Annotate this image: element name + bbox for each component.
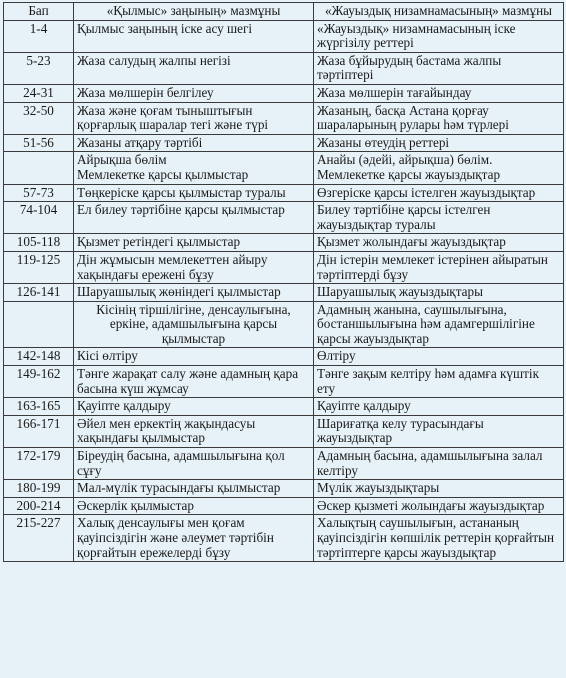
criminal-code-cell: Шаруашылық жауыздықтары bbox=[314, 284, 564, 302]
criminal-code-cell: Жаза бұйырудың бастама жалпы тәртіптері bbox=[314, 52, 564, 84]
article-range-cell: 200-214 bbox=[4, 497, 74, 515]
table-row bbox=[4, 480, 564, 498]
article-range-cell: 51-56 bbox=[4, 134, 74, 152]
criminal-code-cell: Халықтың саушылығын, астананың қауіпсіздігін көпшілік реттерін қорғайтын тәртіптерге қарсы жауыздықтар bbox=[314, 515, 564, 562]
comparison-table bbox=[3, 2, 564, 562]
header-criminal-code-content: «Жауыздық низамнамасының» мазмұны bbox=[314, 3, 564, 21]
table-row bbox=[4, 202, 564, 234]
criminal-code-cell: Өлтіру bbox=[314, 348, 564, 366]
table-row bbox=[4, 152, 564, 184]
criminal-code-cell: Жазаның, басқа Астана қорғау шараларының рулары һәм түрлері bbox=[314, 102, 564, 134]
criminal-code-cell: Билеу тәртібіне қарсы істелген жауыздықтар туралы bbox=[314, 202, 564, 234]
header-criminal-law-content: «Қылмыс» заңының» мазмұны bbox=[74, 3, 314, 21]
article-range-cell: 32-50 bbox=[4, 102, 74, 134]
article-range-cell: 163-165 bbox=[4, 398, 74, 416]
criminal-law-cell: Дін жұмысын мемлекеттен айыру хақындағы ережені бұзу bbox=[74, 251, 314, 283]
table-row bbox=[4, 184, 564, 202]
table-row bbox=[4, 348, 564, 366]
criminal-code-cell: Әскер қызметі жолындағы жауыздықтар bbox=[314, 497, 564, 515]
article-range-cell: 105-118 bbox=[4, 234, 74, 252]
header-row bbox=[4, 3, 564, 21]
criminal-code-cell: Қызмет жолындағы жауыздықтар bbox=[314, 234, 564, 252]
article-range-cell: 215-227 bbox=[4, 515, 74, 562]
article-range-cell: 142-148 bbox=[4, 348, 74, 366]
criminal-law-cell: Біреудің басына, адамшылығына қол сұғу bbox=[74, 448, 314, 480]
criminal-law-cell: Ел билеу тәртібіне қарсы қылмыстар bbox=[74, 202, 314, 234]
article-range-cell: 126-141 bbox=[4, 284, 74, 302]
article-range-cell: 24-31 bbox=[4, 84, 74, 102]
article-range-cell bbox=[4, 152, 74, 184]
table-row bbox=[4, 415, 564, 447]
criminal-law-cell: Кісі өлтіру bbox=[74, 348, 314, 366]
criminal-law-cell: Мал-мүлік турасындағы қылмыстар bbox=[74, 480, 314, 498]
article-range-cell: 1-4 bbox=[4, 20, 74, 52]
criminal-law-cell: Әскерлік қылмыстар bbox=[74, 497, 314, 515]
table-row bbox=[4, 134, 564, 152]
criminal-code-cell: Жазаны өтеудің реттері bbox=[314, 134, 564, 152]
criminal-law-cell: Жазаны атқару тәртібі bbox=[74, 134, 314, 152]
criminal-code-cell: Тәнге зақым келтіру һәм адамға күштік ету bbox=[314, 366, 564, 398]
criminal-law-cell: Айрықша бөлім Мемлекетке қарсы қылмыстар bbox=[74, 152, 314, 184]
article-range-cell: 5-23 bbox=[4, 52, 74, 84]
article-range-cell bbox=[4, 301, 74, 348]
table-row bbox=[4, 366, 564, 398]
criminal-code-cell: «Жауыздық» низамнамасының іске жүргізілу реттері bbox=[314, 20, 564, 52]
table-row bbox=[4, 251, 564, 283]
criminal-law-cell: Жаза мөлшерін белгілеу bbox=[74, 84, 314, 102]
criminal-law-cell: Жаза салудың жалпы негізі bbox=[74, 52, 314, 84]
criminal-law-cell: Жаза және қоғам тыныштығын қорғарлық шаралар тегі және түрі bbox=[74, 102, 314, 134]
table-body bbox=[4, 20, 564, 562]
criminal-law-cell: Қауіпте қалдыру bbox=[74, 398, 314, 416]
article-range-cell: 149-162 bbox=[4, 366, 74, 398]
table-row bbox=[4, 102, 564, 134]
criminal-law-cell: Әйел мен еркектің жақындасуы хақындағы қылмыстар bbox=[74, 415, 314, 447]
criminal-law-cell: Қылмыс заңының іске асу шегі bbox=[74, 20, 314, 52]
article-range-cell: 57-73 bbox=[4, 184, 74, 202]
table-row bbox=[4, 301, 564, 348]
criminal-law-cell: Тәнге жарақат салу және адамның қара басына күш жұмсау bbox=[74, 366, 314, 398]
criminal-code-cell: Адамның басына, адамшылығына залал келтіру bbox=[314, 448, 564, 480]
criminal-code-cell: Өзгеріске қарсы істелген жауыздықтар bbox=[314, 184, 564, 202]
table-row bbox=[4, 284, 564, 302]
criminal-law-cell: Төңкеріске қарсы қылмыстар туралы bbox=[74, 184, 314, 202]
criminal-code-cell: Қауіпте қалдыру bbox=[314, 398, 564, 416]
criminal-code-cell: Мүлік жауыздықтары bbox=[314, 480, 564, 498]
table-row bbox=[4, 20, 564, 52]
criminal-code-cell: Жаза мөлшерін тағайындау bbox=[314, 84, 564, 102]
criminal-code-cell: Адамның жанына, саушылығына, бостаншылығына һәм адамгершілігіне қарсы жауыздықтар bbox=[314, 301, 564, 348]
criminal-law-cell: Шаруашылық жөніндегі қылмыстар bbox=[74, 284, 314, 302]
criminal-code-cell: Шариғатқа келу турасындағы жауыздықтар bbox=[314, 415, 564, 447]
criminal-code-cell: Дін істерін мемлекет істерінен айыратын тәртіптерді бұзу bbox=[314, 251, 564, 283]
table-row bbox=[4, 52, 564, 84]
article-range-cell: 119-125 bbox=[4, 251, 74, 283]
table-row bbox=[4, 515, 564, 562]
header-article: Бап bbox=[4, 3, 74, 21]
article-range-cell: 172-179 bbox=[4, 448, 74, 480]
criminal-code-cell: Анайы (әдейі, айрықша) бөлім. Мемлекетке қарсы жауыздықтар bbox=[314, 152, 564, 184]
criminal-law-cell: Халық денсаулығы мен қоғам қауіпсіздігін және әлеумет тәртібін қорғайтын ережелерді бұзу bbox=[74, 515, 314, 562]
article-range-cell: 180-199 bbox=[4, 480, 74, 498]
table-row bbox=[4, 234, 564, 252]
article-range-cell: 74-104 bbox=[4, 202, 74, 234]
table-row bbox=[4, 497, 564, 515]
table-row bbox=[4, 448, 564, 480]
table-header bbox=[4, 3, 564, 21]
criminal-law-cell: Кісінің тіршілігіне, денсаулығына, еркіне, адамшылығына қарсы қылмыстар bbox=[74, 301, 314, 348]
table-row bbox=[4, 84, 564, 102]
criminal-law-cell: Қызмет ретіндегі қылмыстар bbox=[74, 234, 314, 252]
article-range-cell: 166-171 bbox=[4, 415, 74, 447]
table-row bbox=[4, 398, 564, 416]
